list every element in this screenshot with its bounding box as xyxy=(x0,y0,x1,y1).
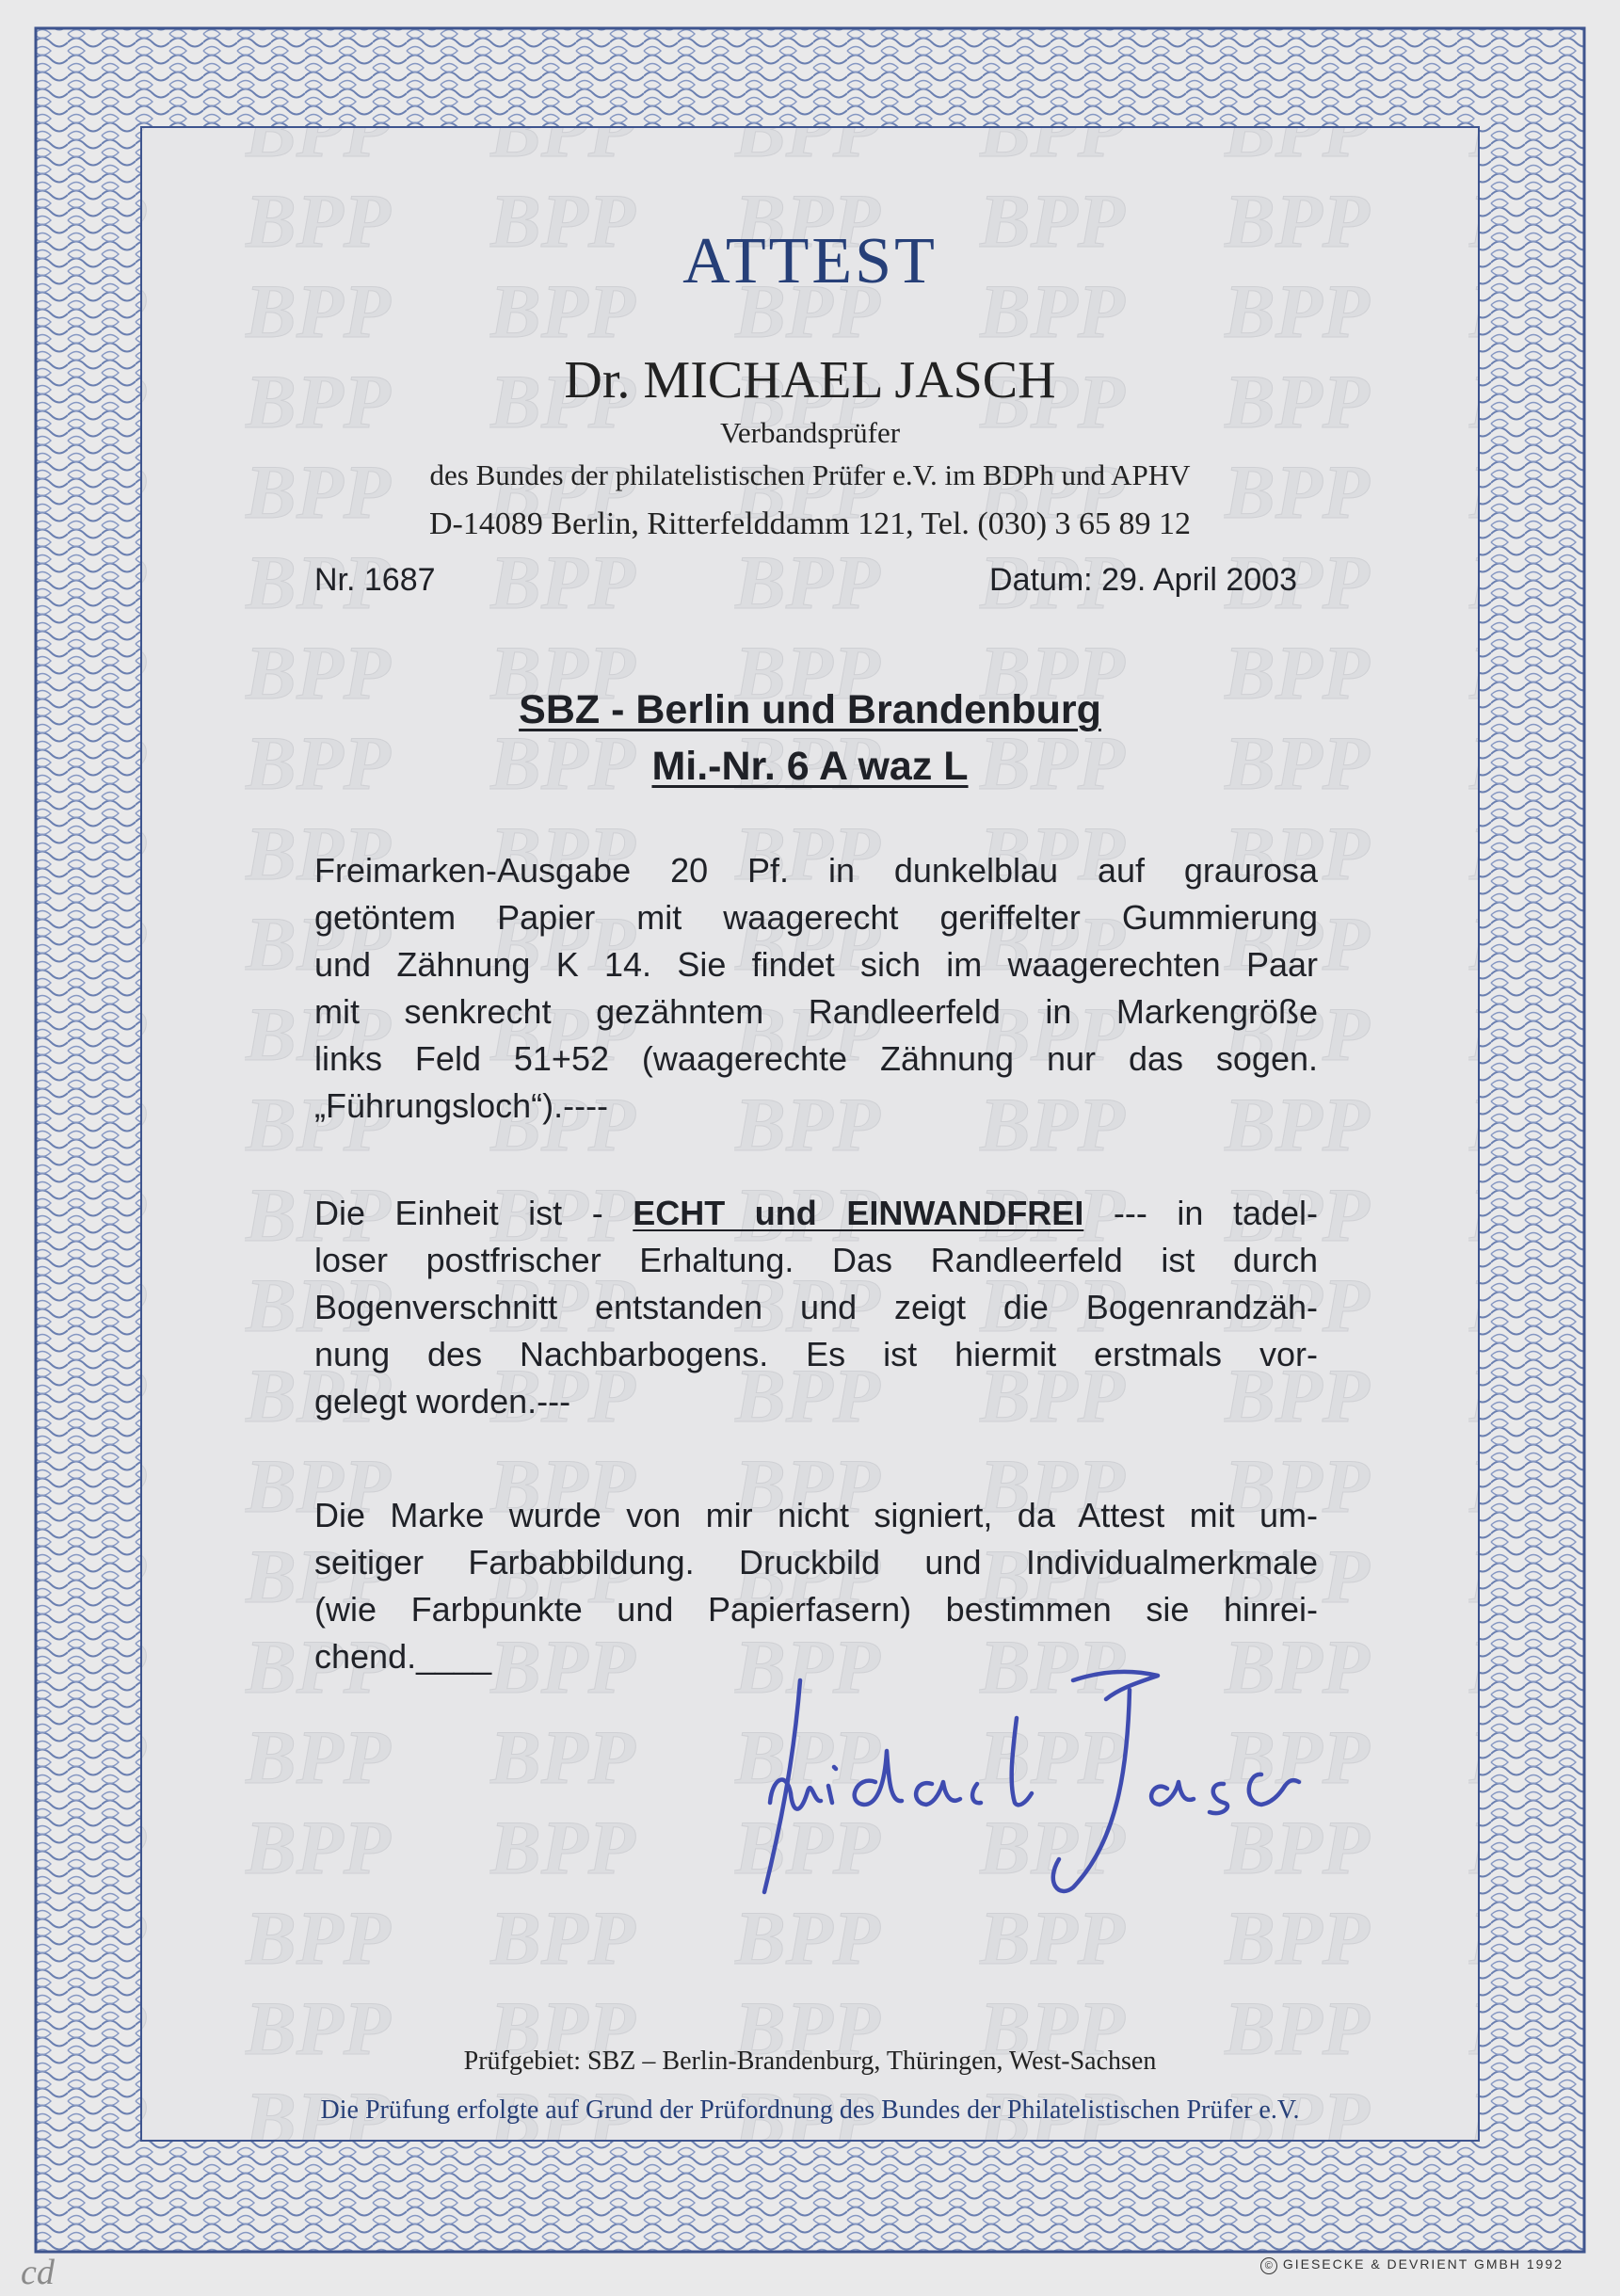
paragraph-line: mit senkrecht gezähntem Randleerfeld in Markengröße xyxy=(314,992,1318,1031)
paragraph-line: Bogenverschnitt entstanden und zeigt die Bogenrandzäh- xyxy=(314,1288,1318,1326)
pencil-mark: cd xyxy=(21,2253,55,2292)
paragraph-line: loser postfrischer Erhaltung. Das Randleerfeld ist durch xyxy=(314,1241,1318,1279)
subject-title: SBZ - Berlin und Brandenburg xyxy=(519,687,1101,732)
certificate-date: Datum: 29. April 2003 xyxy=(989,562,1297,598)
examination-area: Prüfgebiet: SBZ – Berlin-Brandenburg, Thüringen, West-Sachsen xyxy=(463,2047,1157,2076)
signature-note-paragraph xyxy=(314,1492,1318,1680)
printer-imprint xyxy=(1260,2256,1564,2274)
examiner-address: D-14089 Berlin, Ritterfelddamm 121, Tel. (030) 3 65 89 12 xyxy=(428,506,1192,541)
verdict-genuine: ECHT und EINWANDFREI xyxy=(633,1194,1084,1232)
copyright-icon: © xyxy=(1260,2257,1277,2274)
paragraph-line: (wie Farbpunkte und Papierfasern) bestimmen sie hinrei- xyxy=(314,1590,1318,1629)
description-paragraph xyxy=(314,847,1318,1130)
paragraph-line: und Zähnung K 14. Sie findet sich im waagerechten Paar xyxy=(314,945,1318,984)
handwritten-signature xyxy=(734,1662,1318,1916)
paragraph-line: seitiger Farbabbildung. Druckbild und Individualmerkmale xyxy=(314,1543,1318,1582)
examiner-role: Verbandsprüfer xyxy=(719,416,901,449)
certificate-number: Nr. 1687 xyxy=(314,562,436,598)
paragraph-line: Die Marke wurde von mir nicht signiert, da Attest mit um- xyxy=(314,1496,1318,1534)
certificate-title: ATTEST xyxy=(682,225,938,297)
paragraph-line: chend.____ xyxy=(314,1637,492,1676)
verdict-suffix: --- in tadel- xyxy=(1083,1194,1318,1232)
paragraph-line: links Feld 51+52 (waagerechte Zähnung nur das sogen. xyxy=(314,1039,1318,1078)
paragraph-line xyxy=(314,1190,1318,1237)
examiner-name: Dr. MICHAEL JASCH xyxy=(564,351,1056,409)
printer-name: GIESECKE & DEVRIENT GMBH 1992 xyxy=(1282,2256,1564,2272)
paragraph-line: Freimarken-Ausgabe 20 Pf. in dunkelblau auf graurosa xyxy=(314,851,1318,890)
examination-regulation: Die Prüfung erfolgte auf Grund der Prüfordnung des Bundes der Philatelistischen Prüfer e.V. xyxy=(320,2095,1300,2125)
paragraph-line: gelegt worden.--- xyxy=(314,1382,571,1421)
examiner-association: des Bundes der philatelistischen Prüfer e.V. im BDPh und APHV xyxy=(429,458,1191,491)
paragraph-line: nung des Nachbarbogens. Es ist hiermit erstmals vor- xyxy=(314,1335,1318,1373)
subject-catalog-number: Mi.-Nr. 6 A waz L xyxy=(651,744,969,789)
verdict-paragraph xyxy=(314,1190,1318,1425)
verdict-prefix: Die Einheit ist - xyxy=(314,1194,634,1232)
paragraph-line: „Führungsloch“).---- xyxy=(314,1086,609,1125)
paragraph-line: getöntem Papier mit waagerecht geriffelter Gummierung xyxy=(314,898,1318,937)
